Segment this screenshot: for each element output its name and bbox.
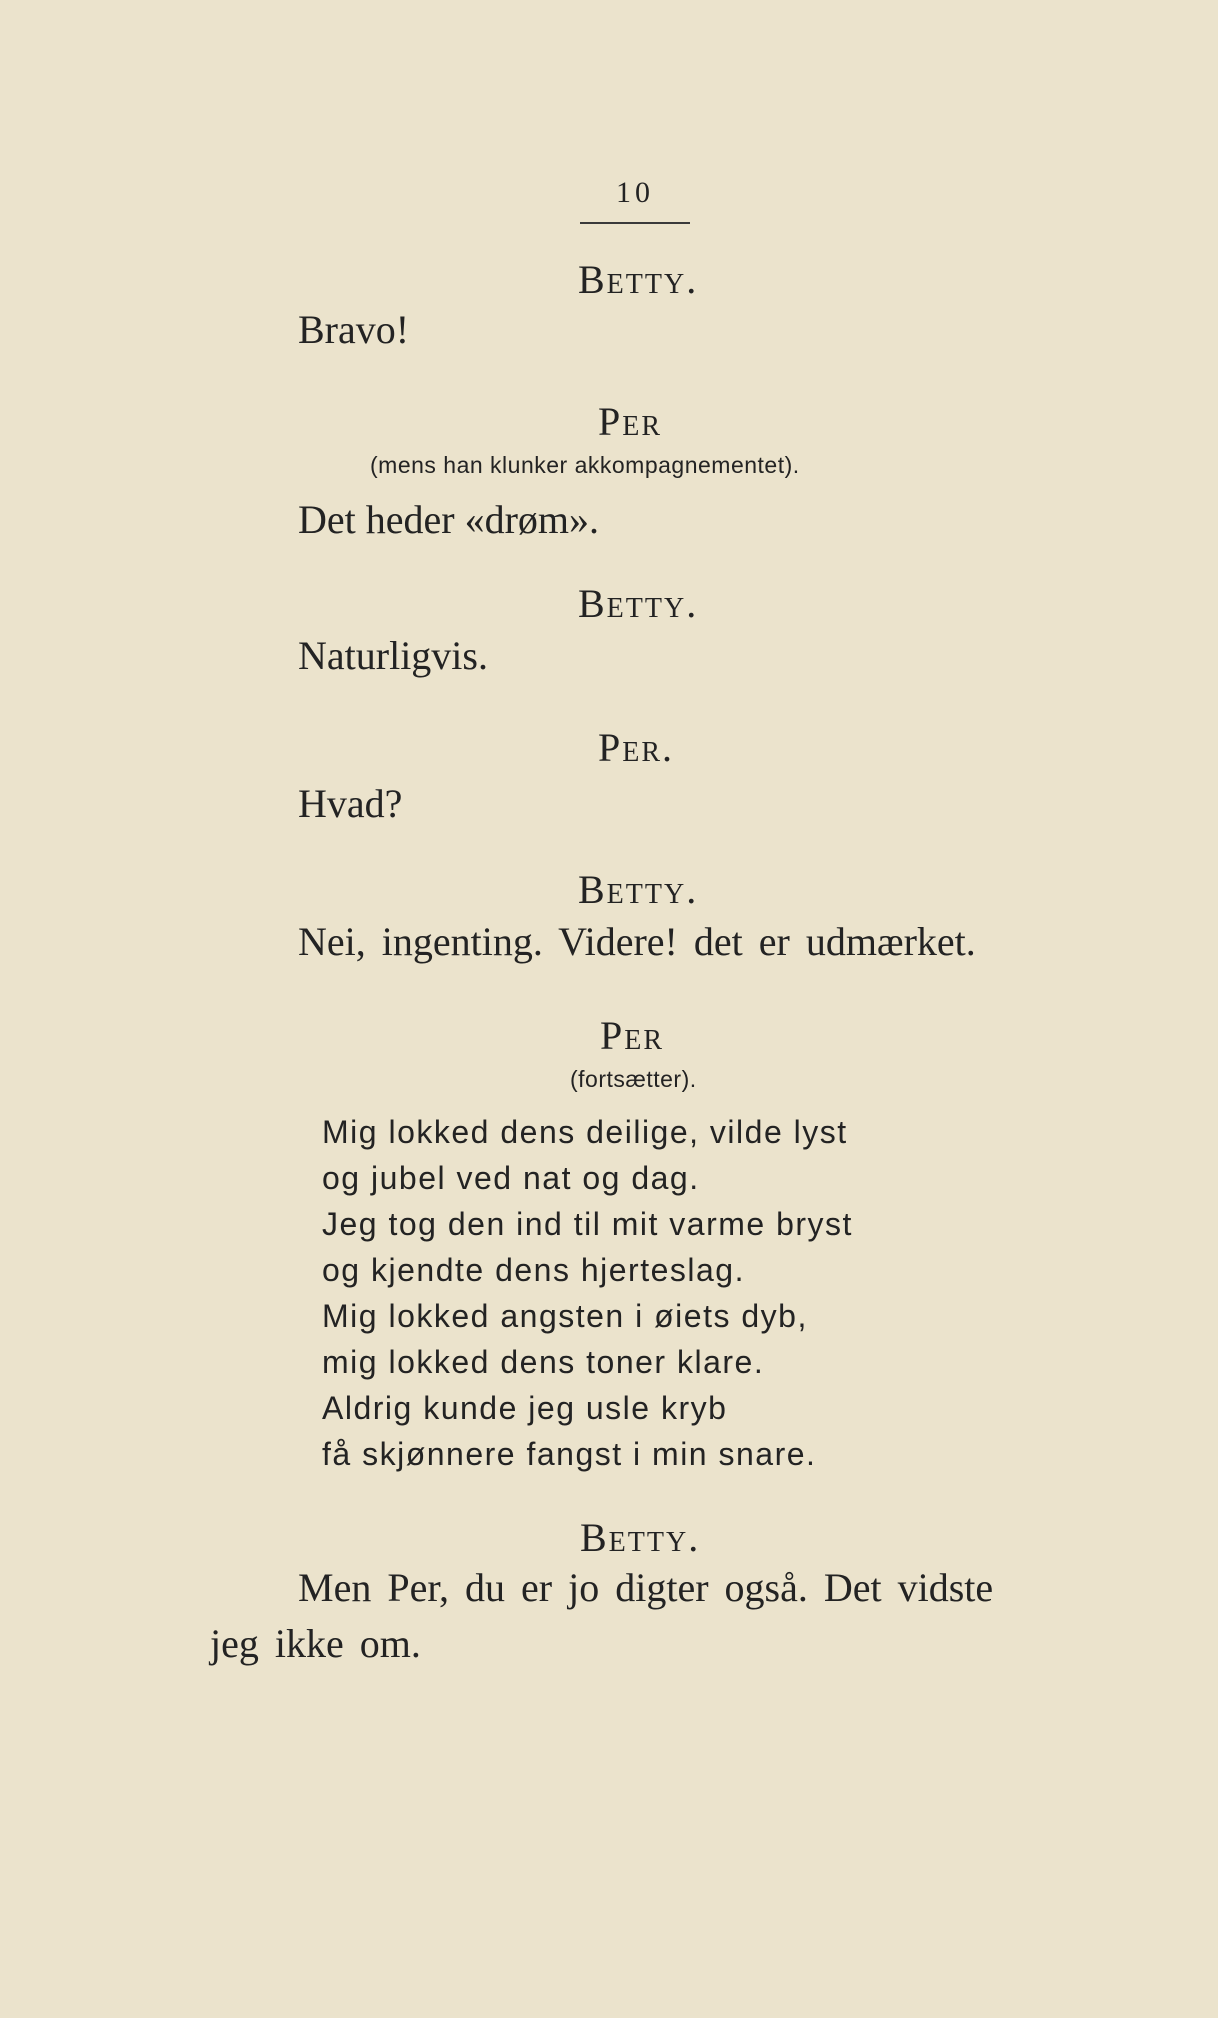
dialogue-line: Det heder «drøm». — [298, 497, 600, 542]
page-number: 10 — [616, 176, 654, 209]
speaker-name: Betty. — [578, 257, 699, 302]
speaker-name: Betty. — [580, 1515, 701, 1560]
speaker-name: Per. — [598, 725, 675, 770]
verse-line: Mig lokked angsten i øiets dyb, — [322, 1298, 808, 1334]
speaker-name: Betty. — [578, 867, 699, 912]
stage-direction: (fortsætter). — [570, 1066, 697, 1092]
verse-line: og kjendte dens hjerteslag. — [322, 1252, 745, 1288]
page-number-rule — [580, 222, 690, 224]
dialogue-line: Naturligvis. — [298, 633, 488, 678]
speaker-name: Betty. — [578, 581, 699, 626]
dialogue-line-continued: jeg ikke om. — [210, 1621, 421, 1666]
verse-line: mig lokked dens toner klare. — [322, 1344, 765, 1380]
dialogue-line: Nei, ingenting. Videre! det er udmærket. — [298, 919, 976, 964]
dialogue-line: Bravo! — [298, 307, 410, 352]
verse-line: Jeg tog den ind til mit varme bryst — [322, 1206, 853, 1242]
stage-direction: (mens han klunker akkompagnementet). — [370, 452, 800, 478]
dialogue-line: Men Per, du er jo digter også. Det vidste — [298, 1565, 994, 1610]
verse-line: få skjønnere fangst i min snare. — [322, 1436, 817, 1472]
speaker-name: Per — [598, 399, 663, 444]
verse-line: Mig lokked dens deilige, vilde lyst — [322, 1114, 848, 1150]
verse-line: og jubel ved nat og dag. — [322, 1160, 700, 1196]
verse-line: Aldrig kunde jeg usle kryb — [322, 1390, 728, 1426]
speaker-name: Per — [600, 1013, 665, 1058]
dialogue-line: Hvad? — [298, 781, 403, 826]
